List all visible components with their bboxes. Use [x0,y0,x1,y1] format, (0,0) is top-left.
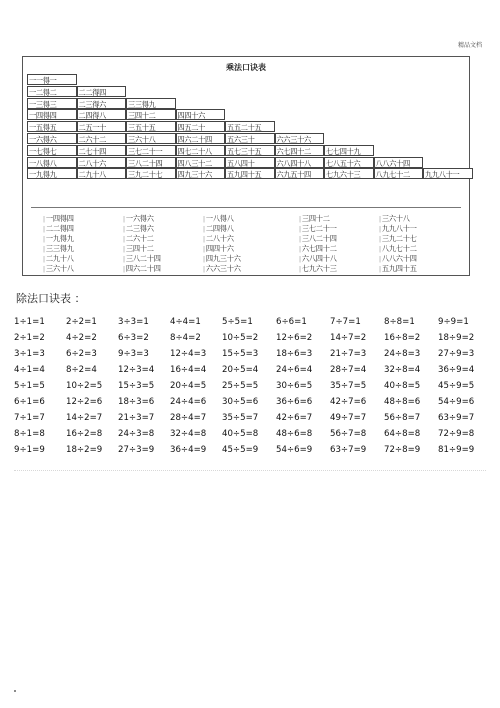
rhyme-item: | 三九二十七 [379,234,417,244]
division-fact: 36÷6=6 [276,397,313,407]
division-fact: 64÷8=8 [384,429,421,439]
division-fact: 4÷2=2 [66,333,97,343]
multiplication-cell: 二九十八 [77,168,127,179]
division-fact: 30÷5=6 [222,397,259,407]
division-fact: 28÷7=4 [330,365,367,375]
division-fact: 8÷8=1 [384,317,415,327]
multiplication-cell: 八九七十二 [374,168,424,179]
multiplication-cell: 一二得二 [27,86,77,97]
division-fact: 12÷3=4 [118,365,155,375]
division-fact: 8÷4=2 [170,333,201,343]
division-fact: 4÷1=4 [14,365,45,375]
divider [14,470,486,471]
multiplication-title: 乘法口诀表 [226,62,266,72]
division-fact: 25÷5=5 [222,381,259,391]
division-fact: 35÷5=7 [222,413,259,423]
multiplication-cell: 六七四十二 [275,145,325,156]
division-fact: 36÷9=4 [438,365,475,375]
division-fact: 3÷1=3 [14,349,45,359]
rhyme-item: | 二九十八 [43,254,74,264]
multiplication-cell: 五七三十五 [225,145,275,156]
multiplication-cell: 二三得六 [77,98,127,109]
rhyme-column [203,214,241,274]
division-fact: 18÷2=9 [66,445,103,455]
division-fact: 8÷1=8 [14,429,45,439]
division-row [14,346,486,362]
multiplication-cell: 五五二十五 [225,121,275,132]
division-fact: 81÷9=9 [438,445,475,455]
multiplication-cell: 二四得八 [77,109,127,120]
division-fact: 6÷1=6 [14,397,45,407]
division-fact: 20÷5=4 [222,365,259,375]
division-fact: 24÷3=8 [118,429,155,439]
division-fact: 6÷6=1 [276,317,307,327]
multiplication-cell: 六八四十八 [275,157,325,168]
division-fact: 14÷7=2 [330,333,367,343]
division-fact: 56÷8=7 [384,413,421,423]
multiplication-cell: 二五一十 [77,121,127,132]
rhyme-item: | 二八十六 [203,234,241,244]
multiplication-cell: 五六三十 [225,133,275,144]
division-table [14,314,486,458]
multiplication-cell: 六六三十六 [275,133,325,144]
multiplication-cell: 七九六十三 [324,168,374,179]
division-fact: 63÷7=9 [330,445,367,455]
multiplication-cell: 四六二十四 [176,133,226,144]
division-fact: 2÷1=2 [14,333,45,343]
rhyme-item: | 七九六十三 [299,264,337,274]
rhyme-column [43,214,74,274]
division-row [14,362,486,378]
rhyme-item: | 三八二十四 [299,234,337,244]
division-fact: 7÷7=1 [330,317,361,327]
division-fact: 72÷9=8 [438,429,475,439]
multiplication-cell: 三四十二 [126,109,176,120]
multiplication-cell: 五八四十 [225,157,275,168]
rhyme-item: | 三八二十四 [123,254,161,264]
division-fact: 54÷9=6 [438,397,475,407]
division-fact: 42÷6=7 [276,413,313,423]
division-row [14,314,486,330]
multiplication-cell: 四七二十八 [176,145,226,156]
multiplication-cell: 一九得九 [27,168,77,179]
division-fact: 24÷4=6 [170,397,207,407]
division-fact: 45÷5=9 [222,445,259,455]
division-fact: 9÷3=3 [118,349,149,359]
division-fact: 12÷6=2 [276,333,313,343]
division-fact: 18÷9=2 [438,333,475,343]
multiplication-table [22,56,470,276]
division-fact: 72÷8=9 [384,445,421,455]
rhyme-item: | 三四十二 [299,214,337,224]
division-fact: 48÷8=6 [384,397,421,407]
division-row [14,330,486,346]
division-row [14,442,486,458]
multiplication-cell: 二七十四 [77,145,127,156]
rhyme-item: | 一四得四 [43,214,74,224]
division-fact: 16÷8=2 [384,333,421,343]
division-fact: 32÷8=4 [384,365,421,375]
rhyme-item: | 三三得九 [43,244,74,254]
rhyme-item: | 四四十六 [203,244,241,254]
rhyme-item: | 二二得四 [43,224,74,234]
division-fact: 49÷7=7 [330,413,367,423]
rhyme-item: | 三七二十一 [299,224,337,234]
division-fact: 48÷6=8 [276,429,313,439]
division-fact: 42÷7=6 [330,397,367,407]
footer-dot [14,690,16,692]
rhyme-item: | 六八四十八 [299,254,337,264]
multiplication-cell: 三五十五 [126,121,176,132]
division-fact: 40÷8=5 [384,381,421,391]
division-fact: 18÷3=6 [118,397,155,407]
division-fact: 27÷9=3 [438,349,475,359]
division-fact: 10÷5=2 [222,333,259,343]
division-fact: 5÷5=1 [222,317,253,327]
division-fact: 36÷4=9 [170,445,207,455]
division-fact: 63÷9=7 [438,413,475,423]
division-fact: 2÷2=1 [66,317,97,327]
multiplication-cell: 二八十六 [77,157,127,168]
rhyme-item: | 四九三十六 [203,254,241,264]
division-fact: 10÷2=5 [66,381,103,391]
rhyme-column [299,214,337,274]
division-fact: 3÷3=1 [118,317,149,327]
multiplication-cell: 二六十二 [77,133,127,144]
division-row [14,426,486,442]
multiplication-cell: 三三得九 [126,98,176,109]
multiplication-cell: 一六得六 [27,133,77,144]
header-tag: 精品文档 [457,42,482,49]
division-fact: 9÷9=1 [438,317,469,327]
division-fact: 1÷1=1 [14,317,45,327]
rhyme-item: | 六六三十六 [203,264,241,274]
division-fact: 20÷4=5 [170,381,207,391]
rhyme-item: | 三六十八 [43,264,74,274]
division-row [14,410,486,426]
rhyme-groups [31,207,461,276]
rhyme-item: | 三四十二 [123,244,161,254]
division-fact: 24÷6=4 [276,365,313,375]
multiplication-cell: 一三得三 [27,98,77,109]
multiplication-cell: 六九五十四 [275,168,325,179]
division-fact: 16÷2=8 [66,429,103,439]
multiplication-cell: 八八六十四 [374,157,424,168]
division-fact: 56÷7=8 [330,429,367,439]
rhyme-column [123,214,161,274]
division-row [14,378,486,394]
division-fact: 7÷1=7 [14,413,45,423]
rhyme-column [379,214,417,274]
division-fact: 45÷9=5 [438,381,475,391]
division-fact: 12÷2=6 [66,397,103,407]
rhyme-item: | 九九八十一 [379,224,417,234]
rhyme-item: | 六七四十二 [299,244,337,254]
division-fact: 9÷1=9 [14,445,45,455]
multiplication-cell: 三六十八 [126,133,176,144]
division-fact: 8÷2=4 [66,365,97,375]
multiplication-cell: 一七得七 [27,145,77,156]
rhyme-item: | 三六十八 [379,214,417,224]
division-fact: 4÷4=1 [170,317,201,327]
division-fact: 15÷5=3 [222,349,259,359]
division-row [14,394,486,410]
rhyme-item: | 二六十二 [123,234,161,244]
division-fact: 6÷2=3 [66,349,97,359]
division-title: 除法口诀表 ： [16,292,86,305]
division-fact: 16÷4=4 [170,365,207,375]
rhyme-item: | 二四得八 [203,224,241,234]
rhyme-item: | 五九四十五 [379,264,417,274]
division-fact: 27÷3=9 [118,445,155,455]
division-fact: 32÷4=8 [170,429,207,439]
division-fact: 14÷2=7 [66,413,103,423]
division-fact: 5÷1=5 [14,381,45,391]
division-fact: 21÷7=3 [330,349,367,359]
rhyme-item: | 四六二十四 [123,264,161,274]
division-fact: 28÷4=7 [170,413,207,423]
rhyme-item: | 八九七十二 [379,244,417,254]
multiplication-cell: 四四十六 [176,109,226,120]
division-fact: 35÷7=5 [330,381,367,391]
multiplication-cell: 七七四十九 [324,145,374,156]
multiplication-cell: 三七二十一 [126,145,176,156]
multiplication-cell: 九九八十一 [423,168,473,179]
division-fact: 24÷8=3 [384,349,421,359]
division-fact: 15÷3=5 [118,381,155,391]
multiplication-cell: 四八三十二 [176,157,226,168]
multiplication-cell: 五九四十五 [225,168,275,179]
multiplication-cell: 一四得四 [27,109,77,120]
division-fact: 12÷4=3 [170,349,207,359]
multiplication-cell: 四九三十六 [176,168,226,179]
multiplication-cell: 一一得一 [27,74,77,85]
rhyme-item: | 一九得九 [43,234,74,244]
rhyme-item: | 一六得六 [123,214,161,224]
multiplication-cell: 一八得八 [27,157,77,168]
multiplication-cell: 三八二十四 [126,157,176,168]
division-fact: 6÷3=2 [118,333,149,343]
rhyme-item: | 二三得六 [123,224,161,234]
division-fact: 40÷5=8 [222,429,259,439]
multiplication-cell: 一五得五 [27,121,77,132]
division-fact: 30÷6=5 [276,381,313,391]
rhyme-item: | 一八得八 [203,214,241,224]
multiplication-cell: 四五二十 [176,121,226,132]
division-fact: 54÷6=9 [276,445,313,455]
rhyme-item: | 八八六十四 [379,254,417,264]
division-fact: 18÷6=3 [276,349,313,359]
multiplication-cell: 七八五十六 [324,157,374,168]
division-fact: 21÷3=7 [118,413,155,423]
multiplication-cell: 三九二十七 [126,168,176,179]
multiplication-cell: 二二得四 [77,86,127,97]
